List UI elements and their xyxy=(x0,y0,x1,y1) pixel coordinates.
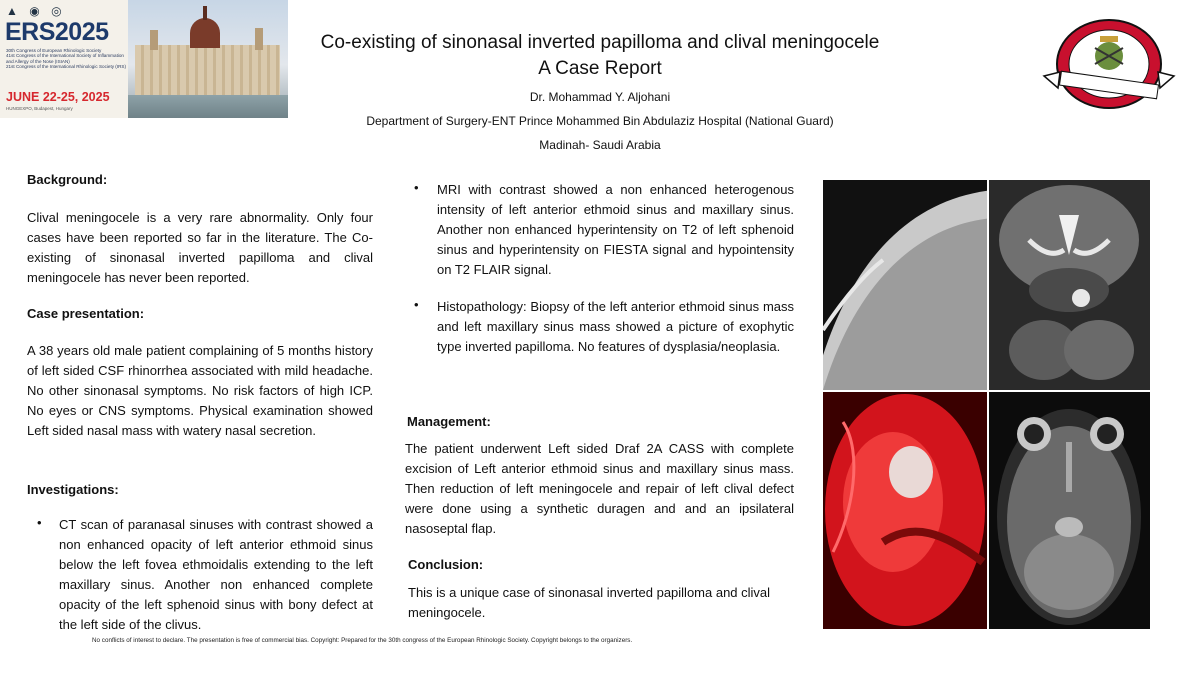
author: Dr. Mohammad Y. Aljohani xyxy=(529,90,671,104)
bullet-icon: • xyxy=(414,297,419,312)
award-icon: ▲ xyxy=(6,4,18,18)
management-body: The patient underwent Left sided Draf 2A CASS with complete excision of Left anterior ethmoid sinus and maxillary sinus mass. Then reduction of left meningocele and repair of left clival defect were done using a synthetic duragen and and an ipsilateral nasoseptal flap. xyxy=(405,441,794,536)
conclusion-heading: Conclusion: xyxy=(408,557,484,572)
investigation-ct: CT scan of paranasal sinuses with contrast showed a non enhanced opacity of left anterior ethmoid sinus below the left fovea ethmoidalis extending to the left maxillary sinus. Another non enhanced complete opacity of the left sphenoid sinus with bony defect at the left side of the clivus. xyxy=(59,517,373,632)
management-heading: Management: xyxy=(407,414,491,429)
event-venue: HUNGEXPO, Budapest, Hungary xyxy=(6,106,73,111)
mri-coronal-t2-image xyxy=(989,180,1150,390)
congress-banner xyxy=(0,0,288,118)
investigation-mri: MRI with contrast showed a non enhanced heterogenous intensity of left anterior ethmoid sinus and maxillary sinus. Another non enhanced hyperintensity on T2 of left sphenoid sinus and hyperintensity on FIESTA signal and hypointensity on T2 FLAIR signal. xyxy=(437,182,794,277)
congress-lines: 30th Congress of European Rhinologic Society 41st Congress of the International Society of Inflammation and Allergy of the Nose (ISIAN) 21st Congress of the International Rhinologic Society (IRS) xyxy=(6,48,127,70)
case-heading: Case presentation: xyxy=(27,306,145,321)
case-body: A 38 years old male patient complaining of 5 months history of left sided CSF rhinorrhea associated with mild headache. No other sinonasal symptoms. No risk factors of high ICP. No eyes or CNS symptoms. Physical examination showed Left sided nasal mass with watery nasal secretion. xyxy=(27,343,373,438)
bullet-icon: • xyxy=(414,180,419,195)
conclusion-body: This is a unique case of sinonasal inverted papilloma and clival meningocele. xyxy=(408,585,771,620)
event-name: ERS2025 xyxy=(5,18,109,46)
investigations-heading: Investigations: xyxy=(27,482,119,497)
ct-sagittal-image xyxy=(823,180,987,390)
event-dates: JUNE 22-25, 2025 xyxy=(6,90,110,104)
mri-axial-flair-image xyxy=(989,392,1150,629)
disclaimer-footer: No conflicts of interest to declare. The presentation is free of commercial bias. Copyright: Prepared for the 30th congress of the European Rhinologic Society. Copyright belongs to the organizers. xyxy=(92,637,633,644)
endoscopic-view-image xyxy=(823,392,987,629)
bullet-icon: • xyxy=(37,515,42,530)
national-guard-emblem xyxy=(1040,14,1178,114)
background-body: Clival meningocele is a very rare abnormality. Only four cases have been reported so far in the literature. The Co-existing of sinonasal inverted papilloma and clival meningocele has never been reported. xyxy=(27,210,373,285)
circle-logo-icon: ◎ xyxy=(51,4,62,18)
location: Madinah- Saudi Arabia xyxy=(539,138,661,152)
investigation-histopathology: Histopathology: Biopsy of the left anterior ethmoid sinus mass and left maxillary sinus mass showed a picture of exophytic type inverted papilloma. No features of dysplasia/neoplasia. xyxy=(437,299,794,354)
department: Department of Surgery-ENT Prince Mohammed Bin Abdulaziz Hospital (National Guard) xyxy=(366,114,834,128)
globe-icon: ◉ xyxy=(29,4,40,18)
society-logos xyxy=(6,4,62,18)
background-heading: Background: xyxy=(27,172,108,187)
poster-title: Co-existing of sinonasal inverted papilloma and clival meningocele A Case Report xyxy=(320,32,880,79)
